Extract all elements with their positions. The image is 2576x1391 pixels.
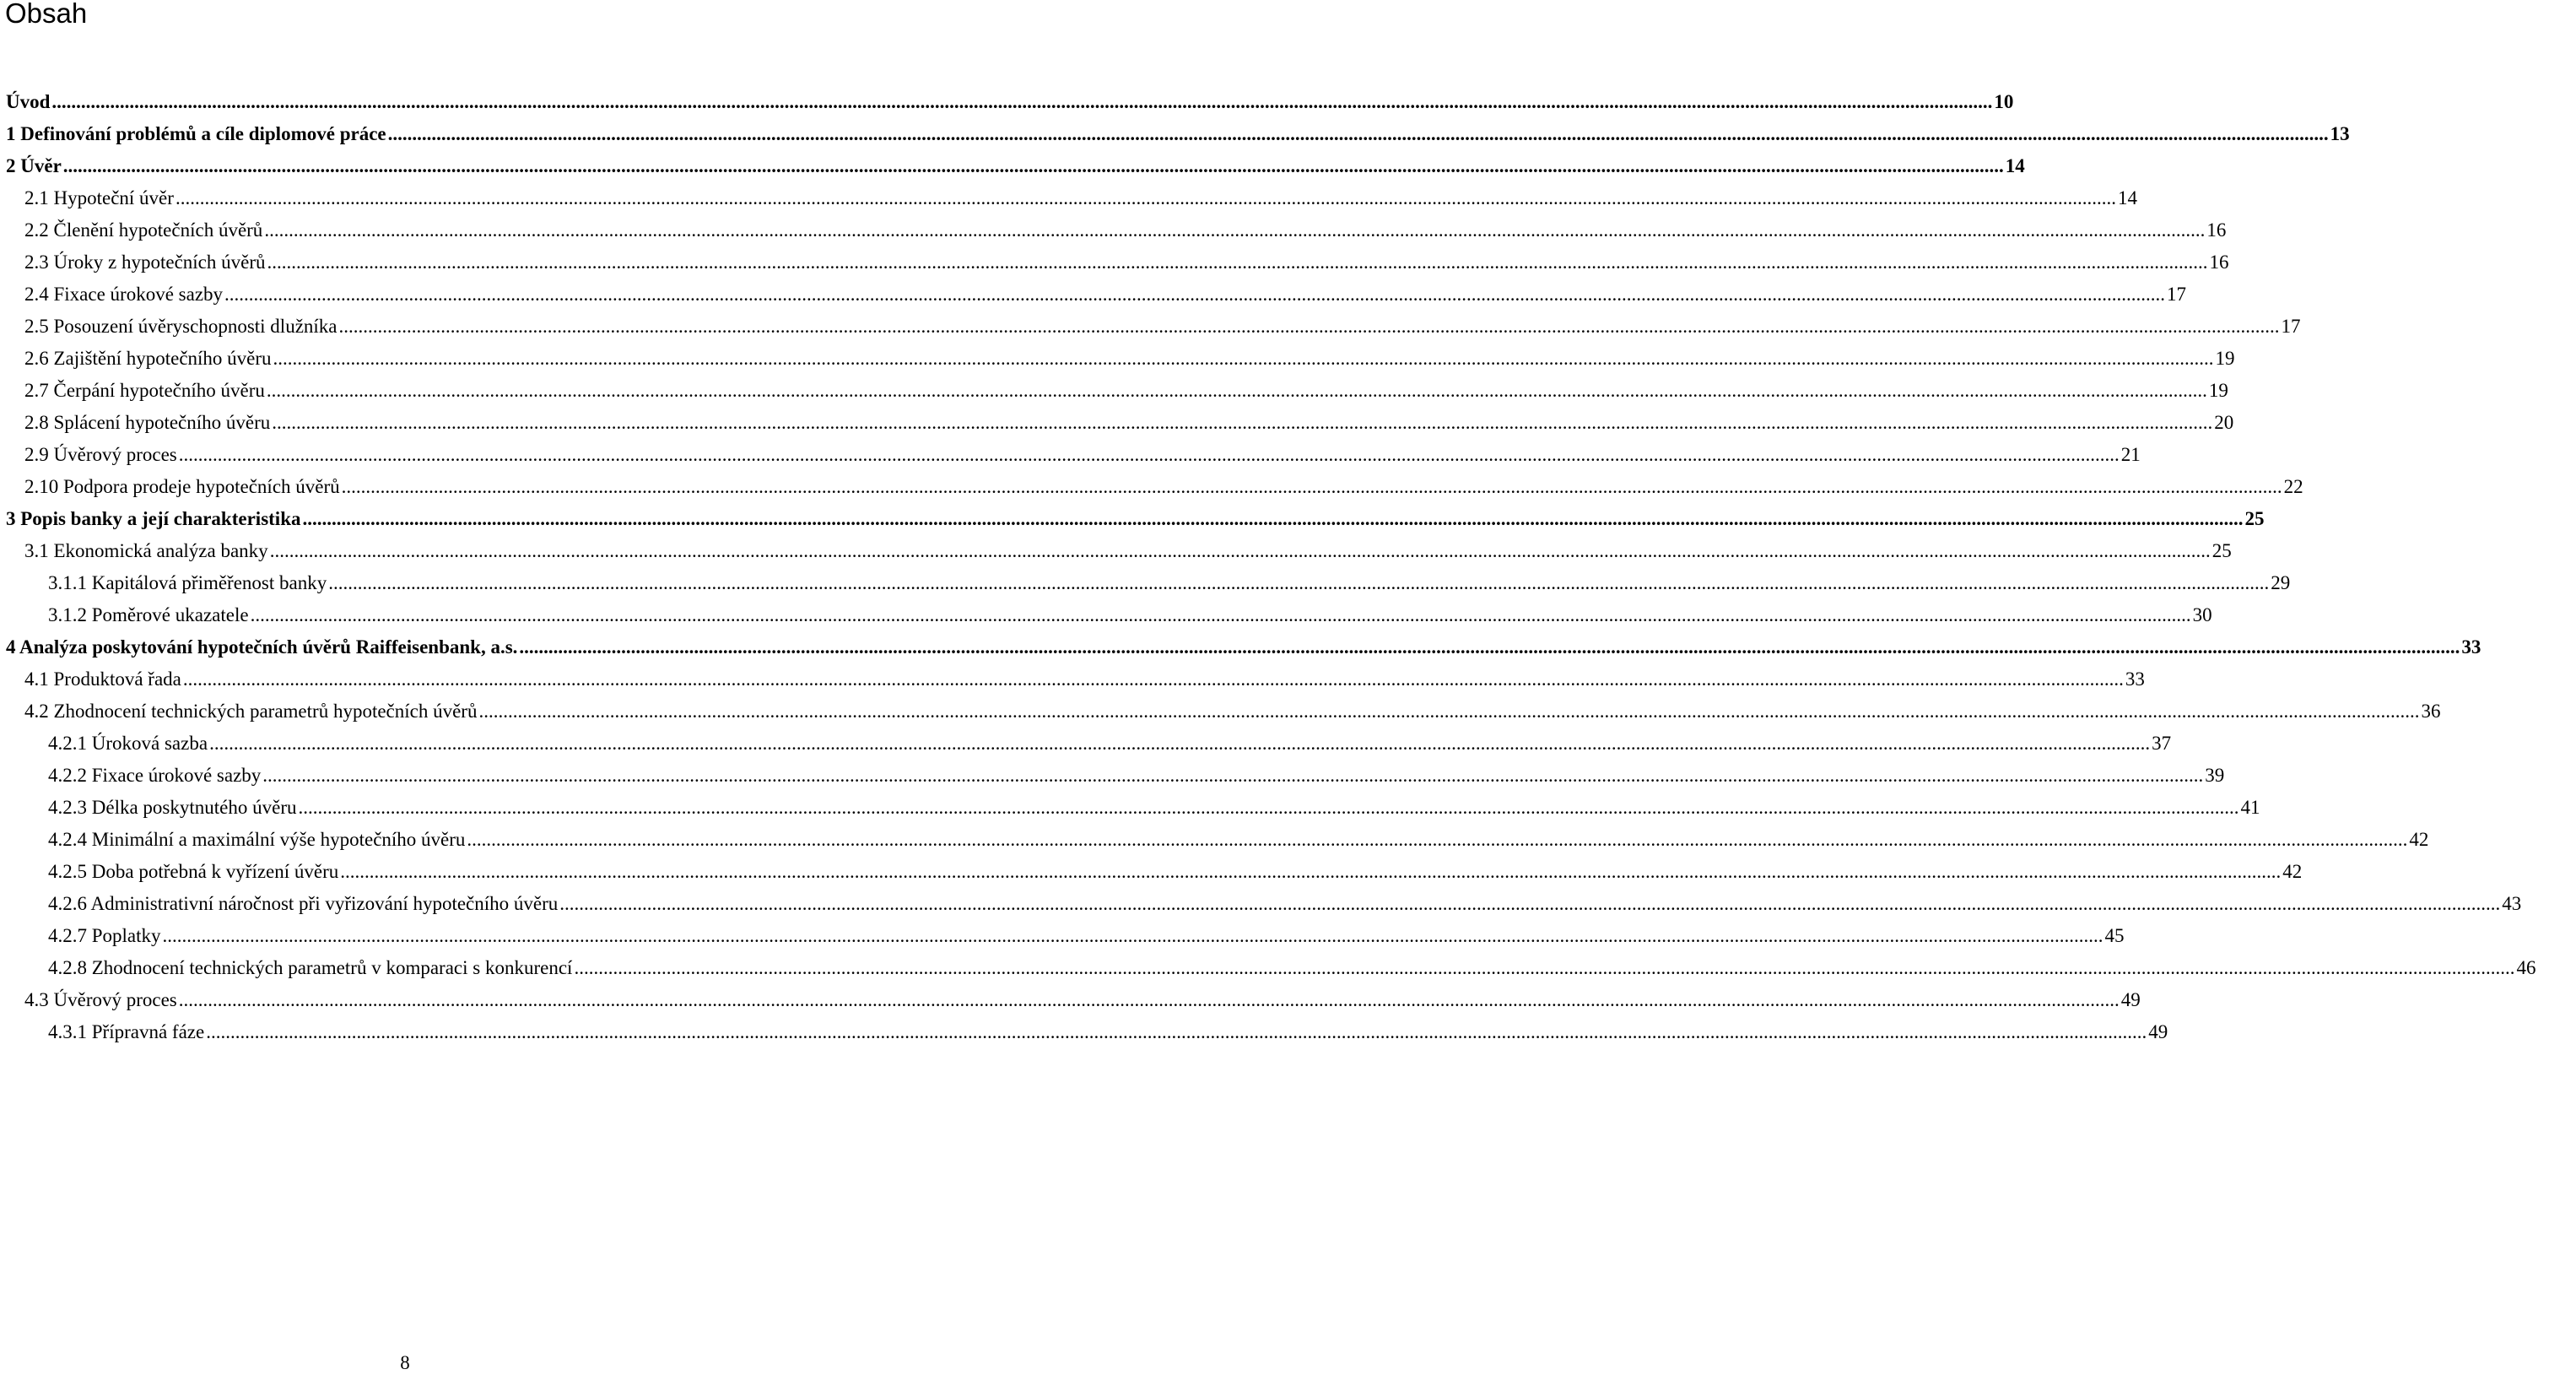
toc-dot-leader: ................................................................................................................................................................................................................................................................................................................................................................................................................ xyxy=(328,572,2270,593)
toc-entry-page: 20 xyxy=(2214,412,2234,433)
toc-dot-leader: ................................................................................................................................................................................................................................................................................................................................................................................................................ xyxy=(266,380,2207,401)
toc-entry-label: 4.1 Produktová řada xyxy=(24,668,181,690)
toc-entry[interactable] xyxy=(0,915,2125,947)
toc-entry-label: 4 Analýza poskytování hypotečních úvěrů Raiffeisenbank, a.s. xyxy=(6,636,518,658)
toc-entry-page: 14 xyxy=(2005,155,2025,176)
toc-entry[interactable] xyxy=(0,1011,2168,1043)
toc-entry[interactable] xyxy=(0,851,2303,883)
toc-entry-label: 2.8 Splácení hypotečního úvěru xyxy=(24,412,271,433)
toc-entry-label: 4.2.8 Zhodnocení technických parametrů v komparaci s konkurencí xyxy=(48,957,573,978)
toc-dot-leader: ................................................................................................................................................................................................................................................................................................................................................................................................................ xyxy=(224,284,2166,305)
toc-entry-page: 16 xyxy=(2209,252,2229,273)
toc-entry-page: 25 xyxy=(2211,540,2232,561)
toc-dot-leader: ................................................................................................................................................................................................................................................................................................................................................................................................................ xyxy=(478,701,2420,722)
toc-entry-label: 2.5 Posouzení úvěryschopnosti dlužníka xyxy=(24,316,338,337)
toc-entry[interactable] xyxy=(0,370,2228,402)
toc-entry-page: 46 xyxy=(2516,957,2536,978)
toc-entry-label: 4.2.4 Minimální a maximální výše hypotečního úvěru xyxy=(48,829,466,850)
toc-entry-label: 4.2.2 Fixace úrokové sazby xyxy=(48,765,262,786)
toc-entry[interactable] xyxy=(0,466,2303,498)
toc-entry-label: 2.2 Členění hypotečních úvěrů xyxy=(24,219,263,241)
toc-entry-label: 4.2.5 Doba potřebná k vyřízení úvěru xyxy=(48,861,339,882)
toc-dot-leader: ................................................................................................................................................................................................................................................................................................................................................................................................................ xyxy=(519,636,2460,658)
toc-dot-leader: ................................................................................................................................................................................................................................................................................................................................................................................................................ xyxy=(178,444,2120,465)
toc-entry[interactable] xyxy=(0,498,2265,530)
toc-dot-leader: ................................................................................................................................................................................................................................................................................................................................................................................................................ xyxy=(302,508,2244,529)
toc-entry[interactable] xyxy=(0,562,2291,594)
toc-entry-page: 36 xyxy=(2421,701,2441,722)
toc-entry-label: 2 Úvěr xyxy=(6,155,62,176)
toc-entry[interactable] xyxy=(0,755,2225,787)
toc-entry-page: 43 xyxy=(2502,893,2522,914)
toc-entry-page: 10 xyxy=(1994,91,2014,112)
toc-dot-leader: ................................................................................................................................................................................................................................................................................................................................................................................................................ xyxy=(264,219,2206,241)
toc-dot-leader: ................................................................................................................................................................................................................................................................................................................................................................................................................ xyxy=(209,733,2151,754)
toc-dot-leader: ................................................................................................................................................................................................................................................................................................................................................................................................................ xyxy=(62,155,2004,176)
toc-entry-page: 42 xyxy=(2282,861,2303,882)
toc-dot-leader: ................................................................................................................................................................................................................................................................................................................................................................................................................ xyxy=(387,123,2329,144)
toc-entry-label: 2.6 Zajištění hypotečního úvěru xyxy=(24,348,272,369)
toc-entry[interactable] xyxy=(0,787,2260,819)
toc-entry[interactable] xyxy=(0,402,2234,434)
toc-entry[interactable] xyxy=(0,883,2522,915)
toc-dot-leader: ................................................................................................................................................................................................................................................................................................................................................................................................................ xyxy=(467,829,2408,850)
toc-entry[interactable] xyxy=(0,273,2187,306)
toc-dot-leader: ................................................................................................................................................................................................................................................................................................................................................................................................................ xyxy=(298,797,2239,818)
toc-entry-page: 49 xyxy=(2120,989,2141,1010)
toc-entry[interactable] xyxy=(0,434,2141,466)
toc-entry-page: 17 xyxy=(2167,284,2187,305)
toc-dot-leader: ................................................................................................................................................................................................................................................................................................................................................................................................................ xyxy=(206,1021,2147,1042)
toc-entry-page: 14 xyxy=(2117,187,2137,208)
toc-entry-label: Úvod xyxy=(6,91,51,112)
toc-entry-label: 2.7 Čerpání hypotečního úvěru xyxy=(24,380,265,401)
toc-entry-label: 4.2.3 Délka poskytnutého úvěru xyxy=(48,797,297,818)
toc-dot-leader: ................................................................................................................................................................................................................................................................................................................................................................................................................ xyxy=(250,604,2191,625)
toc-entry-label: 2.10 Podpora prodeje hypotečních úvěrů xyxy=(24,476,340,497)
toc-dot-leader: ................................................................................................................................................................................................................................................................................................................................................................................................................ xyxy=(338,316,2280,337)
toc-entry-page: 33 xyxy=(2461,636,2481,658)
toc-entry-label: 1 Definování problémů a cíle diplomové práce xyxy=(6,123,386,144)
toc-dot-leader: ................................................................................................................................................................................................................................................................................................................................................................................................................ xyxy=(267,252,2208,273)
toc-entry-page: 21 xyxy=(2120,444,2141,465)
toc-dot-leader: ................................................................................................................................................................................................................................................................................................................................................................................................................ xyxy=(341,476,2282,497)
toc-dot-leader: ................................................................................................................................................................................................................................................................................................................................................................................................................ xyxy=(559,893,2501,914)
toc-entry-label: 3 Popis banky a její charakteristika xyxy=(6,508,301,529)
toc-entry[interactable] xyxy=(0,594,2212,626)
toc-entry-label: 2.1 Hypoteční úvěr xyxy=(24,187,174,208)
toc-dot-leader: ................................................................................................................................................................................................................................................................................................................................................................................................................ xyxy=(262,765,2204,786)
toc-entry-page: 19 xyxy=(2215,348,2235,369)
toc-entry-page: 49 xyxy=(2148,1021,2168,1042)
toc-entry-page: 16 xyxy=(2206,219,2227,241)
table-of-contents xyxy=(0,81,2536,1043)
toc-entry[interactable] xyxy=(0,145,2025,177)
toc-entry[interactable] xyxy=(0,979,2141,1011)
toc-dot-leader: ................................................................................................................................................................................................................................................................................................................................................................................................................ xyxy=(272,412,2213,433)
toc-entry-page: 25 xyxy=(2244,508,2265,529)
toc-entry[interactable] xyxy=(0,113,2350,145)
toc-entry[interactable] xyxy=(0,338,2235,370)
toc-entry-label: 2.9 Úvěrový proces xyxy=(24,444,177,465)
toc-entry[interactable] xyxy=(0,530,2232,562)
toc-entry-page: 13 xyxy=(2330,123,2350,144)
toc-entry[interactable] xyxy=(0,306,2301,338)
toc-entry-label: 3.1.1 Kapitálová přiměřenost banky xyxy=(48,572,327,593)
page-number: 8 xyxy=(400,1352,410,1373)
toc-entry-label: 4.3.1 Přípravná fáze xyxy=(48,1021,205,1042)
toc-dot-leader: ................................................................................................................................................................................................................................................................................................................................................................................................................ xyxy=(162,925,2103,946)
toc-entry-label: 4.2.1 Úroková sazba xyxy=(48,733,208,754)
toc-entry-page: 42 xyxy=(2409,829,2429,850)
toc-entry-page: 29 xyxy=(2271,572,2291,593)
toc-entry-page: 45 xyxy=(2104,925,2125,946)
toc-entry[interactable] xyxy=(0,241,2229,273)
toc-dot-leader: ................................................................................................................................................................................................................................................................................................................................................................................................................ xyxy=(182,668,2124,690)
toc-entry-page: 33 xyxy=(2125,668,2145,690)
toc-entry[interactable] xyxy=(0,209,2227,241)
toc-entry[interactable] xyxy=(0,658,2145,690)
toc-entry-label: 3.1 Ekonomická analýza banky xyxy=(24,540,268,561)
toc-entry-page: 37 xyxy=(2152,733,2172,754)
toc-entry-label: 4.2 Zhodnocení technických parametrů hypotečních úvěrů xyxy=(24,701,478,722)
toc-entry-label: 3.1.2 Poměrové ukazatele xyxy=(48,604,249,625)
toc-entry-page: 41 xyxy=(2240,797,2260,818)
toc-dot-leader: ................................................................................................................................................................................................................................................................................................................................................................................................................ xyxy=(51,91,1993,112)
toc-entry-page: 30 xyxy=(2192,604,2212,625)
toc-entry-label: 2.3 Úroky z hypotečních úvěrů xyxy=(24,252,266,273)
toc-entry[interactable] xyxy=(0,626,2481,658)
toc-dot-leader: ................................................................................................................................................................................................................................................................................................................................................................................................................ xyxy=(269,540,2211,561)
toc-dot-leader: ................................................................................................................................................................................................................................................................................................................................................................................................................ xyxy=(178,989,2120,1010)
toc-entry-page: 17 xyxy=(2281,316,2301,337)
toc-dot-leader: ................................................................................................................................................................................................................................................................................................................................................................................................................ xyxy=(175,187,2116,208)
toc-entry-page: 22 xyxy=(2283,476,2303,497)
toc-entry[interactable] xyxy=(0,819,2429,851)
toc-entry-page: 39 xyxy=(2205,765,2225,786)
toc-entry[interactable] xyxy=(0,81,2014,113)
toc-entry[interactable] xyxy=(0,947,2536,979)
toc-entry-label: 4.3 Úvěrový proces xyxy=(24,989,177,1010)
page-title: Obsah xyxy=(5,0,88,29)
toc-entry-label: 4.2.6 Administrativní náročnost při vyřizování hypotečního úvěru xyxy=(48,893,559,914)
toc-entry-label: 2.4 Fixace úrokové sazby xyxy=(24,284,224,305)
toc-dot-leader: ................................................................................................................................................................................................................................................................................................................................................................................................................ xyxy=(340,861,2282,882)
toc-entry-page: 19 xyxy=(2208,380,2228,401)
toc-entry[interactable] xyxy=(0,690,2441,723)
toc-dot-leader: ................................................................................................................................................................................................................................................................................................................................................................................................................ xyxy=(574,957,2515,978)
toc-entry-label: 4.2.7 Poplatky xyxy=(48,925,161,946)
toc-entry[interactable] xyxy=(0,177,2137,209)
toc-dot-leader: ................................................................................................................................................................................................................................................................................................................................................................................................................ xyxy=(273,348,2214,369)
toc-entry[interactable] xyxy=(0,723,2172,755)
